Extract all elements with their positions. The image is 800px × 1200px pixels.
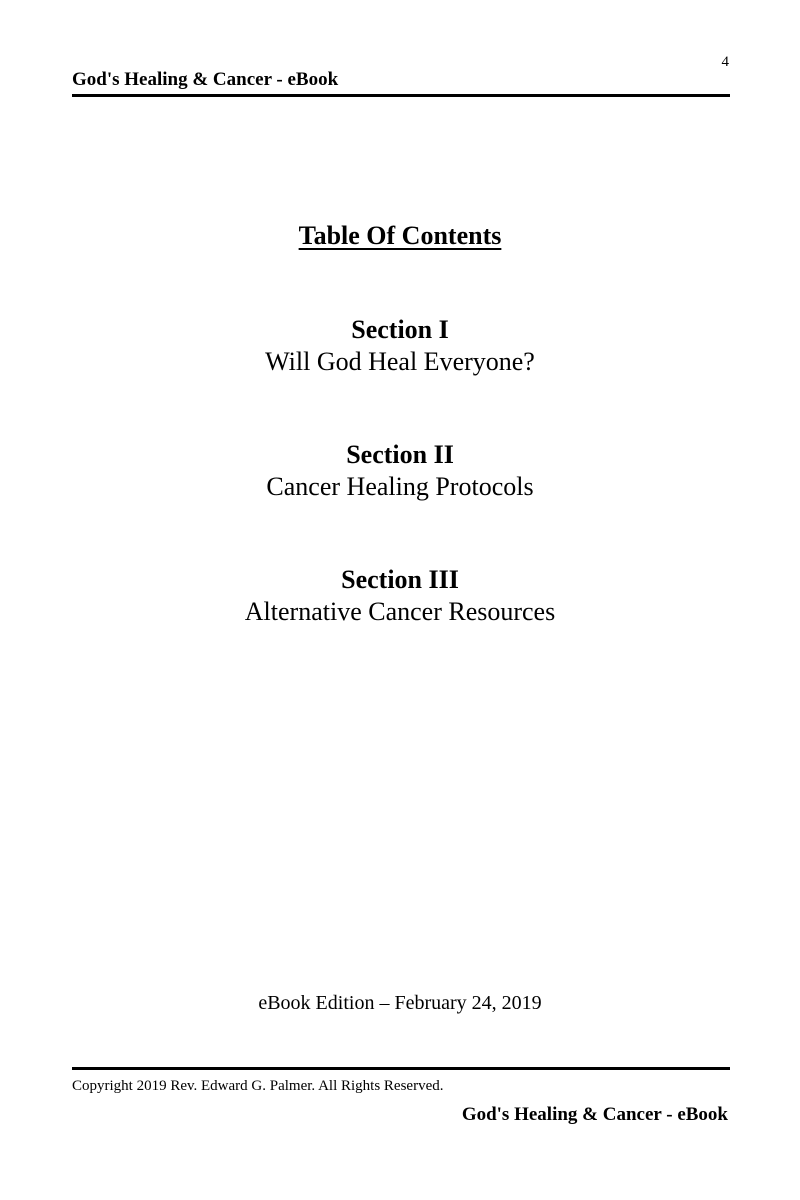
section-title: Will God Heal Everyone? xyxy=(265,347,535,376)
section-label: Section I xyxy=(351,315,449,344)
section-title: Cancer Healing Protocols xyxy=(266,472,534,501)
edition-date: eBook Edition – February 24, 2019 xyxy=(258,992,542,1014)
toc-section-2 xyxy=(0,439,800,503)
footer-title: God's Healing & Cancer - eBook xyxy=(461,1104,728,1125)
toc-section-3 xyxy=(0,564,800,628)
footer-divider xyxy=(72,1067,730,1070)
section-label: Section II xyxy=(346,440,454,469)
page-number: 4 xyxy=(721,54,729,70)
copyright-notice: Copyright 2019 Rev. Edward G. Palmer. All Rights Reserved. xyxy=(72,1078,444,1094)
section-title: Alternative Cancer Resources xyxy=(244,597,556,626)
toc-heading-text: Table Of Contents xyxy=(298,221,502,250)
header-divider xyxy=(72,94,730,97)
section-label: Section III xyxy=(341,565,459,594)
toc-section-1 xyxy=(0,314,800,378)
toc-heading xyxy=(0,220,800,252)
header-title: God's Healing & Cancer - eBook xyxy=(72,69,339,90)
